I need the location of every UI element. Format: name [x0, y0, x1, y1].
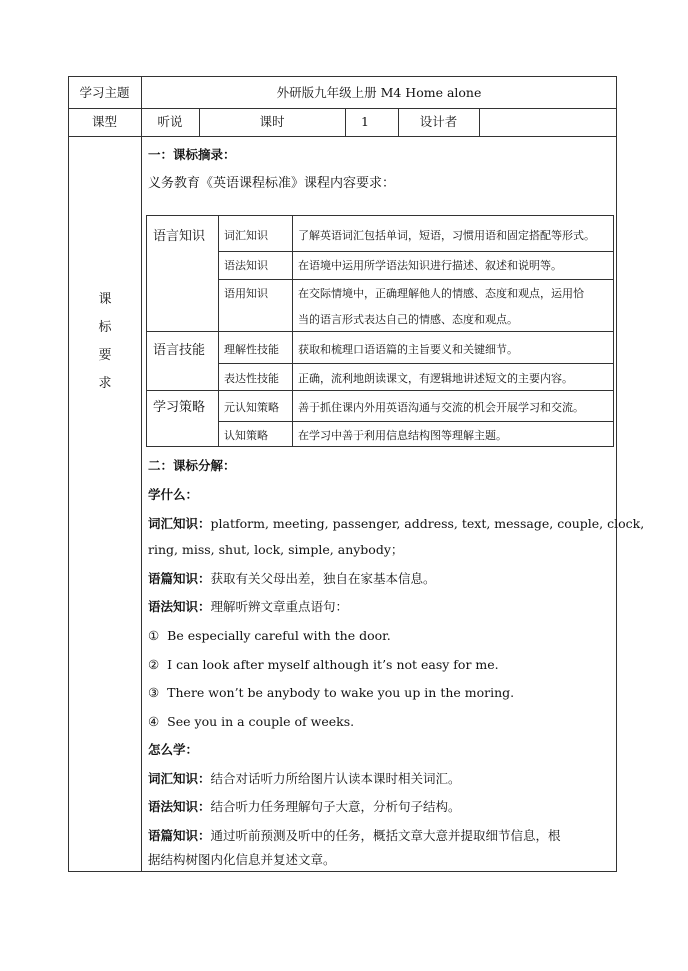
group-name: 语言技能: [153, 343, 206, 358]
sentence-item: [148, 685, 514, 701]
grammar-line: [148, 599, 348, 615]
vocab-label: 词汇知识：: [148, 516, 211, 531]
description: 正确，流利地朗读课文，有逻辑地讲述短文的主要内容。: [298, 372, 573, 385]
how-grammar-label: 语法知识：: [148, 799, 211, 814]
column-divider: [479, 108, 480, 136]
how-discourse-text: 通过听前预测及听中的任务，概括文章大意并提取细节信息，根: [210, 828, 561, 843]
topic-label: 学习主题: [79, 85, 130, 100]
sentence-item: [148, 657, 499, 673]
side-label-char: 标: [98, 320, 112, 335]
how-vocab-label: 词汇知识：: [148, 771, 211, 786]
what-title: 学什么：: [148, 487, 199, 502]
description: 在交际情境中，正确理解他人的情感、态度和观点，运用恰: [298, 287, 584, 300]
how-vocab-text: 结合对话听力所给图片认读本课时相关词汇。: [210, 771, 461, 786]
sentence-item: [148, 628, 391, 644]
designer-label: 设计者: [419, 114, 458, 129]
sentence-text: Be especially careful with the door.: [167, 628, 391, 643]
row-divider: [68, 108, 617, 109]
sub-item: 语法知识: [224, 259, 268, 272]
row-divider: [146, 390, 614, 391]
side-label-char: 课: [98, 292, 112, 307]
section1-title: 一：课标摘录：: [148, 147, 236, 162]
how-grammar-line: [148, 799, 461, 815]
sub-item: 表达性技能: [224, 372, 279, 385]
sentence-text: I can look after myself although it’s not easy for me.: [167, 657, 499, 672]
sentence-number: ②: [148, 657, 160, 672]
sub-item: 词汇知识: [224, 229, 268, 242]
vocab-words: platform, meeting, passenger, address, text, message, couple, clock,: [210, 516, 645, 531]
how-discourse-text-cont: 据结构树图内化信息并复述文章。: [148, 852, 336, 867]
how-discourse-label: 语篇知识：: [148, 828, 211, 843]
sentence-number: ③: [148, 685, 160, 700]
period-value: 1: [361, 114, 369, 129]
description: 当的语言形式表达自己的情感、态度和观点。: [298, 313, 518, 326]
group-name: 学习策略: [153, 400, 206, 415]
vocab-line: [148, 516, 644, 532]
sentence-text: See you in a couple of weeks.: [167, 714, 355, 729]
sentence-number: ④: [148, 714, 160, 729]
row-divider: [218, 421, 614, 422]
side-label-char: 要: [98, 348, 112, 363]
description: 善于抓住课内外用英语沟通与交流的机会开展学习和交流。: [298, 401, 584, 414]
row-divider: [218, 363, 614, 364]
section1-intro: 义务教育《英语课程标准》课程内容要求：: [148, 176, 396, 191]
how-discourse-line: [148, 828, 561, 844]
row-divider: [68, 136, 617, 137]
topic-value: 外研版九年级上册 M4 Home alone: [276, 85, 482, 100]
sub-item: 语用知识: [224, 287, 268, 300]
discourse-line: [148, 571, 436, 587]
row-divider: [218, 279, 614, 280]
grammar-label: 语法知识：: [148, 599, 211, 614]
side-label-char: 求: [98, 376, 112, 391]
description: 获取和梳理口语语篇的主旨要义和关键细节。: [298, 343, 518, 356]
vocab-words-cont: ring, miss, shut, lock, simple, anybody；: [148, 542, 404, 557]
how-vocab-line: [148, 771, 461, 787]
discourse-label: 语篇知识：: [148, 571, 211, 586]
row-divider: [146, 331, 614, 332]
group-name: 语言知识: [153, 229, 206, 244]
how-grammar-text: 结合听力任务理解句子大意，分析句子结构。: [210, 799, 461, 814]
sub-item: 元认知策略: [224, 401, 279, 414]
discourse-text: 获取有关父母出差，独自在家基本信息。: [210, 571, 436, 586]
sentence-text: There won’t be anybody to wake you up in the moring.: [167, 685, 515, 700]
sub-item: 理解性技能: [224, 343, 279, 356]
row-divider: [218, 251, 614, 252]
description: 在语境中运用所学语法知识进行描述、叙述和说明等。: [298, 259, 562, 272]
sub-item: 认知策略: [224, 429, 268, 442]
section2-title: 二：课标分解：: [148, 458, 236, 473]
how-title: 怎么学：: [148, 742, 199, 757]
lesson-type-value: 听说: [157, 114, 183, 129]
description: 在学习中善于利用信息结构图等理解主题。: [298, 429, 507, 442]
period-label: 课时: [259, 114, 285, 129]
lesson-type-label: 课型: [91, 114, 117, 129]
sentence-number: ①: [148, 628, 160, 643]
grammar-text: 理解听辨文章重点语句：: [210, 599, 349, 614]
sentence-item: [148, 714, 354, 730]
column-divider: [141, 76, 142, 872]
column-divider: [345, 108, 346, 136]
description: 了解英语词汇包括单词，短语，习惯用语和固定搭配等形式。: [298, 229, 595, 242]
